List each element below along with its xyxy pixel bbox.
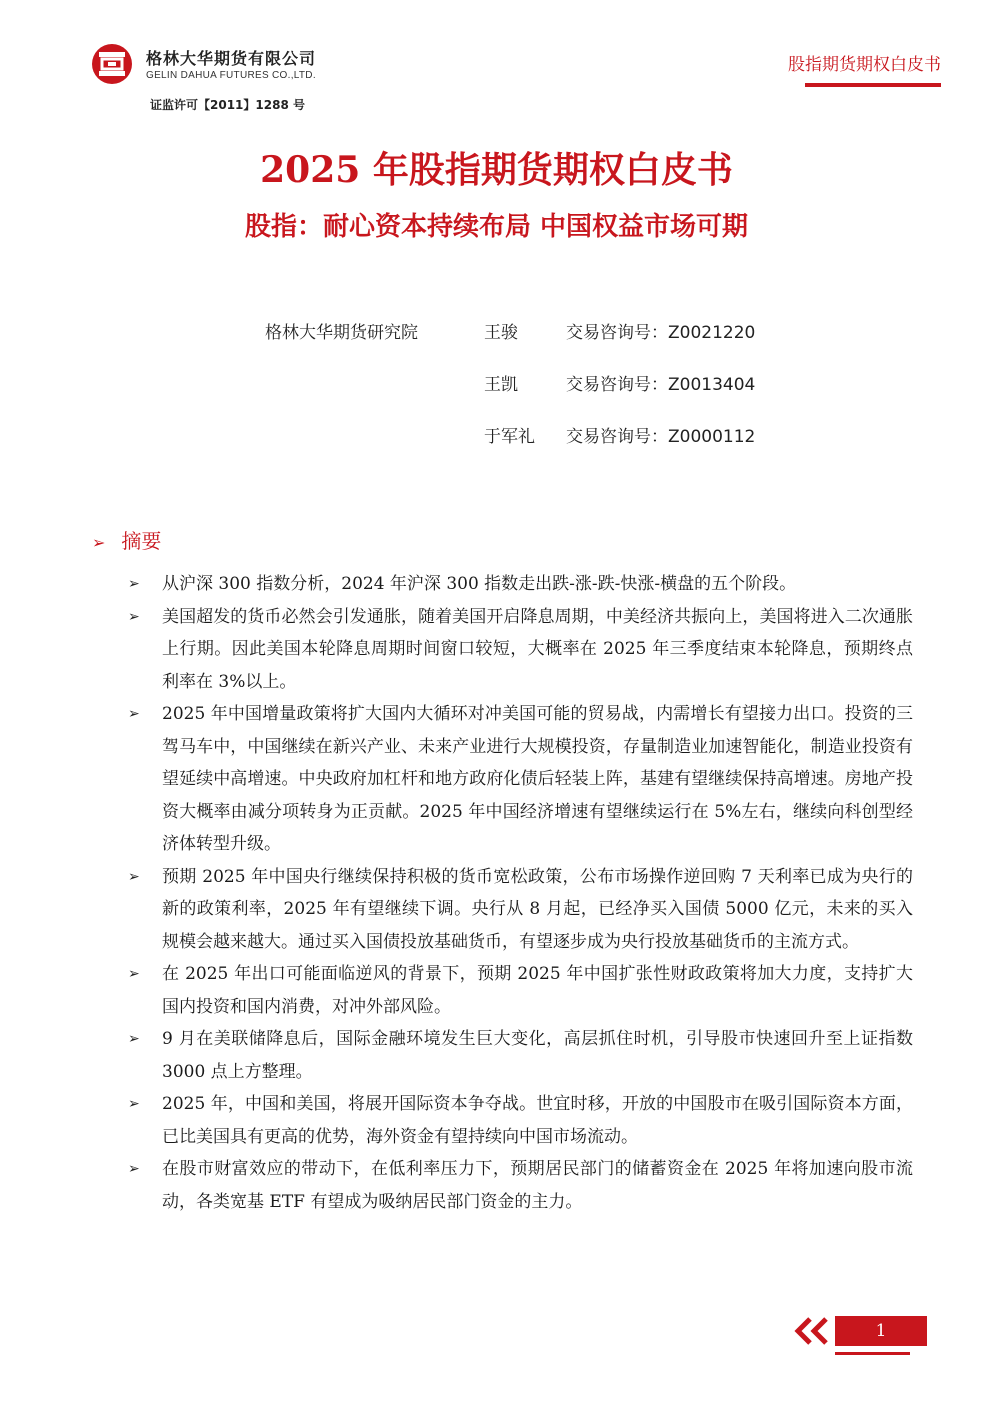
summary-heading-text: 摘要	[121, 529, 162, 553]
summary-item-text: 9 月在美联储降息后，国际金融环境发生巨大变化，高层抓住时机，引导股市快速回升至上证指数 3000 点上方整理。	[162, 1029, 913, 1082]
summary-item-text: 2025 年中国增量政策将扩大国内大循环对冲美国可能的贸易战，内需增长有望接力出口。投资的三驾马车中，中国继续在新兴产业、未来产业进行大规模投资，存量制造业加速智能化，制造业投资有望延续中高增速。中央政府加杠杆和地方政府化债后轻装上阵，基建有望继续保持高增速。房地产投资大概率由减分项转身为正贡献。2025 年中国经济增速有望继续运行在 5%左右，继续向科创型经济体转型升级。	[162, 704, 913, 854]
author-row	[0, 370, 993, 396]
summary-item	[128, 861, 913, 959]
company-logo-icon	[90, 42, 134, 86]
page-number: 1	[835, 1316, 927, 1346]
summary-item	[128, 1153, 913, 1218]
summary-item	[128, 698, 913, 861]
author-name: 王凯	[484, 375, 518, 395]
arrow-bullet-icon: ➢	[128, 608, 140, 625]
author-block	[0, 318, 993, 458]
company-name-en: GELIN DAHUA FUTURES CO.,LTD.	[146, 70, 316, 81]
summary-heading	[92, 525, 161, 554]
arrow-bullet-icon: ➢	[128, 1031, 140, 1047]
company-name-cn: 格林大华期货有限公司	[146, 49, 317, 68]
summary-item-text: 在股市财富效应的带动下，在低利率压力下，预期居民部门的储蓄资金在 2025 年将加速向股市流动，各类宽基 ETF 有望成为吸纳居民部门资金的主力。	[162, 1159, 913, 1212]
document-label: 股指期货期权白皮书	[788, 55, 941, 75]
author-license: 交易咨询号：Z0021220	[566, 323, 756, 343]
research-institute: 格林大华期货研究院	[265, 323, 418, 343]
summary-item	[128, 958, 913, 1023]
arrow-bullet-icon: ➢	[128, 706, 140, 722]
author-license: 交易咨询号：Z0000112	[566, 427, 756, 447]
summary-item-text: 2025 年，中国和美国，将展开国际资本争夺战。世宜时移，开放的中国股市在吸引国际资本方面，已比美国具有更高的优势，海外资金有望持续向中国市场流动。	[162, 1094, 913, 1147]
summary-list	[128, 568, 913, 1218]
summary-item-text: 美国超发的货币必然会引发通胀，随着美国开启降息周期，中美经济共振向上，美国将进入二次通胀上行期。因此美国本轮降息周期时间窗口较短，大概率在 2025 年三季度结束本轮降息，预期终点利率在 3%以上。	[162, 606, 913, 692]
page-title: 2025 年股指期货期权白皮书	[260, 149, 733, 191]
arrow-bullet-icon: ➢	[92, 533, 106, 552]
arrow-bullet-icon: ➢	[128, 868, 140, 885]
summary-item	[128, 601, 913, 699]
author-row	[0, 422, 993, 448]
summary-item	[128, 1088, 913, 1153]
summary-item-text: 从沪深 300 指数分析，2024 年沪深 300 指数走出跌-涨-跌-快涨-横盘的五个阶段。	[162, 574, 797, 594]
double-chevron-left-icon	[794, 1316, 830, 1346]
summary-item-text: 在 2025 年出口可能面临逆风的背景下，预期 2025 年中国扩张性财政政策将加大力度，支持扩大国内投资和国内消费，对冲外部风险。	[162, 964, 913, 1017]
summary-item-text: 预期 2025 年中国央行继续保持积极的货币宽松政策，公布市场操作逆回购 7 天利率已成为央行的新的政策利率，2025 年有望继续下调。央行从 8 月起，已经净买入国债 5000 亿元，未来的买入规模会越来越大。通过买入国债投放基础货币，有望逐步成为央行投放基础货币的主流方式。	[162, 866, 913, 952]
arrow-bullet-icon: ➢	[128, 576, 140, 592]
page-header	[0, 0, 993, 125]
summary-item	[128, 568, 913, 601]
page-subtitle: 股指：耐心资本持续布局 中国权益市场可期	[244, 212, 749, 242]
header-divider	[805, 83, 941, 87]
arrow-bullet-icon: ➢	[128, 1096, 140, 1112]
author-name: 于军礼	[484, 427, 535, 447]
author-row	[0, 318, 993, 344]
summary-item	[128, 1023, 913, 1088]
footer-divider	[835, 1352, 910, 1355]
author-license: 交易咨询号：Z0013404	[566, 375, 756, 395]
arrow-bullet-icon: ➢	[128, 1161, 140, 1177]
license-number: 证监许可【2011】1288 号	[150, 98, 305, 112]
arrow-bullet-icon: ➢	[128, 966, 140, 982]
author-name: 王骏	[484, 323, 518, 343]
